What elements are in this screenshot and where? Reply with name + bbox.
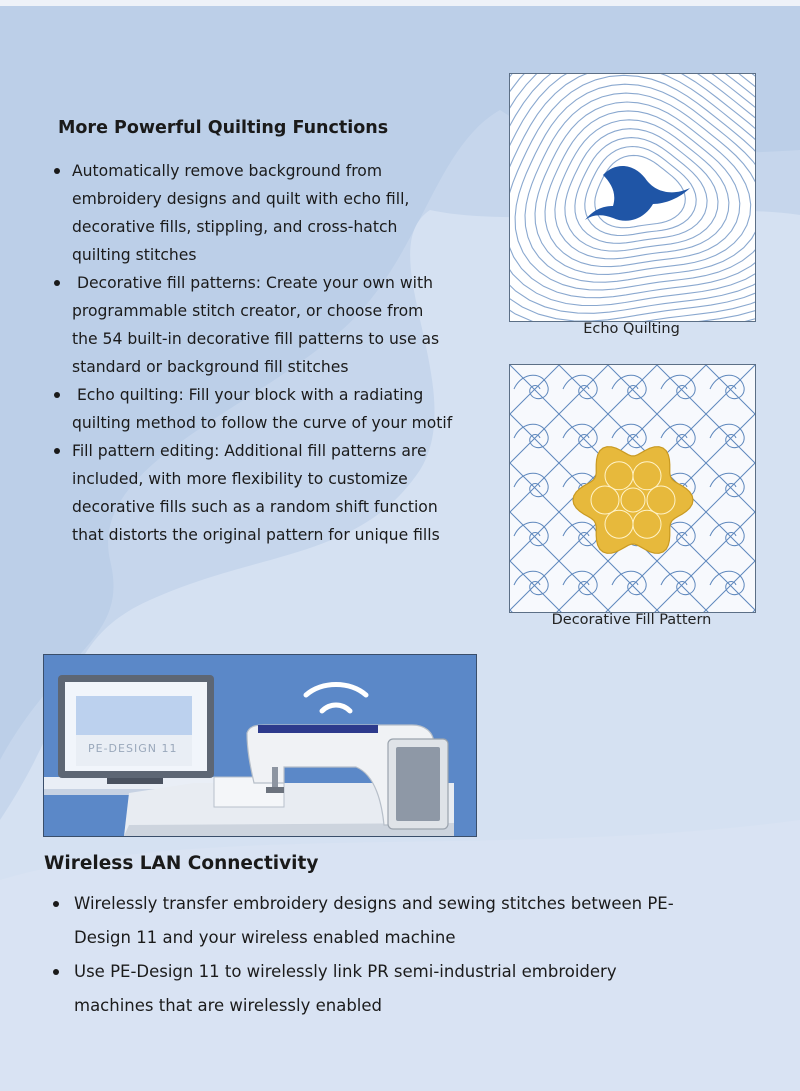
- list-item-line: that distorts the original pattern for unique fills: [72, 526, 440, 544]
- list-item: [74, 887, 734, 955]
- bullet-icon: [53, 901, 59, 907]
- list-item: [72, 269, 477, 381]
- pe-design-logo: PE-DESIGN 11: [88, 742, 178, 755]
- bullet-icon: [54, 448, 60, 454]
- bullet-icon: [54, 168, 60, 174]
- list-item: [72, 381, 477, 437]
- wireless-bullet-list: [74, 887, 734, 1023]
- echo-quilting-caption: Echo Quilting: [583, 321, 680, 337]
- list-item-line: included, with more flexibility to customize: [72, 470, 408, 488]
- section-title-quilting: More Powerful Quilting Functions: [58, 118, 389, 138]
- quilting-bullet-list: [72, 157, 477, 549]
- list-item-line: Decorative fill patterns: Create your own with: [72, 274, 433, 292]
- list-item-line: standard or background fill stitches: [72, 358, 349, 376]
- list-item: [74, 955, 734, 1023]
- list-item-line: quilting method to follow the curve of your motif: [72, 414, 453, 432]
- list-item: [72, 157, 477, 269]
- bullet-icon: [53, 969, 59, 975]
- pe-design-banner: [43, 654, 477, 837]
- list-item-line: Design 11 and your wireless enabled machine: [74, 928, 456, 947]
- list-item-line: quilting stitches: [72, 246, 197, 264]
- bullet-icon: [54, 392, 60, 398]
- list-item-line: Use PE-Design 11 to wirelessly link PR semi-industrial embroidery: [74, 962, 617, 981]
- bullet-icon: [54, 280, 60, 286]
- list-item-line: Wirelessly transfer embroidery designs and sewing stitches between PE-: [74, 894, 674, 913]
- list-item-line: embroidery designs and quilt with echo fill,: [72, 190, 410, 208]
- list-item-line: the 54 built-in decorative fill patterns to use as: [72, 330, 440, 348]
- list-item-line: Echo quilting: Fill your block with a radiating: [72, 386, 424, 404]
- list-item-line: decorative fills such as a random shift function: [72, 498, 438, 516]
- decorative-fill-image: [509, 364, 756, 613]
- echo-quilting-pattern: [510, 74, 755, 321]
- list-item-line: Automatically remove background from: [72, 162, 383, 180]
- list-item: [72, 437, 477, 549]
- list-item-line: decorative fills, stippling, and cross-hatch: [72, 218, 398, 236]
- decorative-fill-caption: Decorative Fill Pattern: [551, 612, 712, 628]
- list-item-line: Fill pattern editing: Additional fill patterns are: [72, 442, 427, 460]
- bird-icon: [585, 166, 690, 221]
- echo-quilting-image: [509, 73, 756, 322]
- decorative-fill-pattern: [510, 365, 755, 612]
- section-title-wireless: Wireless LAN Connectivity: [44, 853, 319, 874]
- list-item-line: programmable stitch creator, or choose from: [72, 302, 424, 320]
- list-item-line: machines that are wirelessly enabled: [74, 996, 383, 1015]
